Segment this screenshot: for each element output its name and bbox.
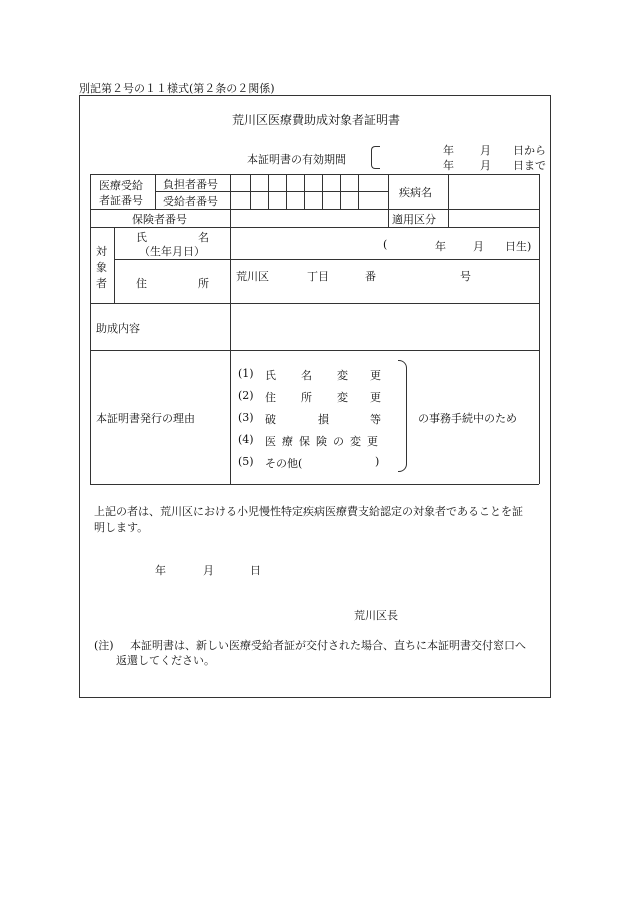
name-label-1: 氏 (136, 231, 147, 244)
valid-to-year: 年 (443, 159, 454, 172)
dob-month: 月 (473, 240, 484, 253)
dob-day: 日生) (505, 240, 532, 253)
note-line-2: 返還してください。 (116, 654, 215, 667)
reason-1-char: 氏 (265, 369, 276, 382)
address-ward: 荒川区 (236, 270, 269, 283)
reason-5-char: ) (375, 455, 380, 468)
reason-1-no: (1) (238, 367, 254, 380)
valid-from-year: 年 (443, 144, 454, 157)
form-reference: 別記第２号の１１様式(第２条の２関係) (79, 82, 275, 95)
note-label: (注) (94, 639, 114, 652)
statement-line-1: 上記の者は、荒川区における小児慢性特定疾病医療費支給認定の対象者であることを証 (94, 505, 523, 518)
issue-reason-label: 本証明書発行の理由 (96, 412, 195, 425)
reason-4-char: 更 (367, 435, 378, 448)
category-label: 適用区分 (392, 213, 436, 226)
reason-4-no: (4) (238, 433, 254, 446)
reason-bracket (398, 360, 407, 472)
reason-4-char: 医 (265, 435, 276, 448)
validity-bracket (371, 146, 380, 169)
dob-open-paren: ( (383, 238, 388, 251)
reason-4-char: 保 (299, 435, 310, 448)
cert-number-label-1: 医療受給 (99, 179, 143, 192)
valid-from-day: 日から (513, 144, 546, 157)
reason-2-no: (2) (238, 389, 254, 402)
reason-3-no: (3) (238, 411, 254, 424)
name-label-2: 名 (198, 231, 209, 244)
cert-number-label-2: 者証番号 (99, 194, 143, 207)
reason-2-char: 住 (265, 391, 276, 404)
signer: 荒川区長 (354, 609, 398, 622)
reason-suffix: の事務手続中のため (418, 412, 517, 425)
address-chome: 丁目 (307, 270, 329, 283)
document-title: 荒川区医療費助成対象者証明書 (232, 113, 401, 127)
payer-number-label: 負担者番号 (163, 178, 218, 191)
note-line-1: 本証明書は、新しい医療受給者証が交付された場合、直ちに本証明書交付窓口へ (130, 639, 526, 652)
certificate-frame (79, 95, 551, 698)
issue-date-month: 月 (203, 564, 214, 577)
dob-label: （生年月日） (139, 245, 205, 258)
reason-1-char: 名 (301, 369, 312, 382)
address-label-2: 所 (198, 277, 209, 290)
valid-to-day: 日まで (513, 159, 546, 172)
validity-label: 本証明書の有効期間 (247, 153, 346, 166)
reason-3-char: 等 (370, 413, 381, 426)
address-label-1: 住 (136, 277, 147, 290)
reason-4-char: 険 (316, 435, 327, 448)
issue-date-year: 年 (155, 564, 166, 577)
subsidy-content-label: 助成内容 (96, 322, 140, 335)
reason-2-char: 所 (301, 391, 312, 404)
valid-to-month: 月 (480, 159, 491, 172)
reason-2-char: 変 (337, 391, 348, 404)
reason-4-char: 療 (282, 435, 293, 448)
issue-date-day: 日 (250, 564, 261, 577)
insurer-number-label: 保険者番号 (132, 213, 187, 226)
reason-3-char: 損 (318, 413, 329, 426)
address-go: 号 (460, 270, 471, 283)
subject-label: 対象者 (96, 245, 107, 290)
reason-2-char: 更 (370, 391, 381, 404)
reason-5-no: (5) (238, 455, 254, 468)
reason-4-char: 変 (350, 435, 361, 448)
statement-line-2: 明します。 (94, 521, 149, 534)
address-ban: 番 (365, 270, 376, 283)
reason-5-char: その他( (265, 457, 303, 470)
recipient-number-label: 受給者番号 (163, 195, 218, 208)
valid-from-month: 月 (480, 144, 491, 157)
reason-3-char: 破 (265, 413, 276, 426)
reason-4-char: の (333, 435, 344, 448)
disease-name-label: 疾病名 (399, 186, 432, 199)
reason-1-char: 更 (370, 369, 381, 382)
reason-1-char: 変 (337, 369, 348, 382)
dob-year: 年 (435, 240, 446, 253)
